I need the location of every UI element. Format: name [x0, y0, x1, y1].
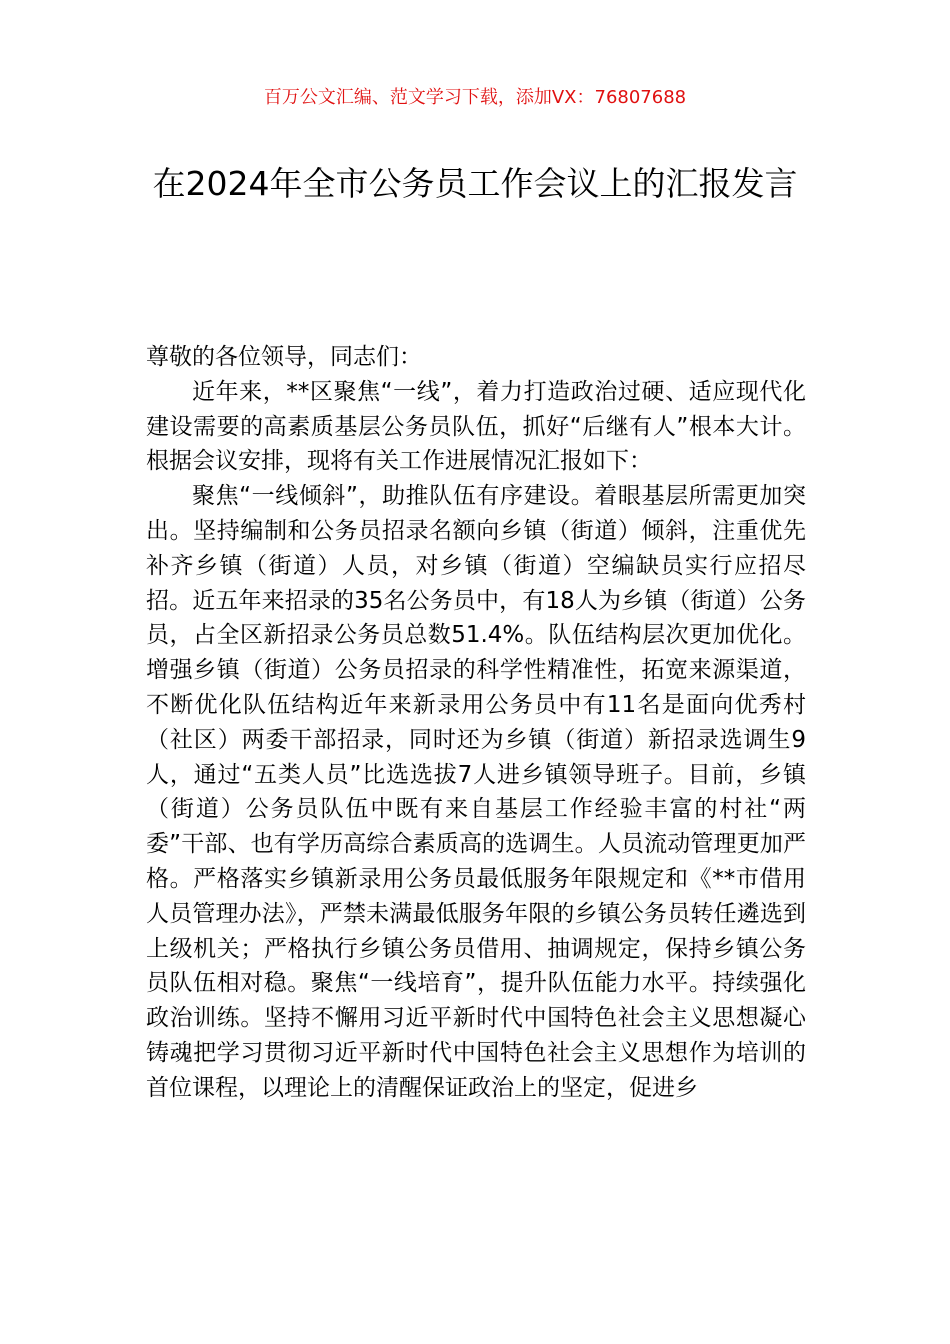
download-banner: 百万公文汇编、范文学习下载，添加VX：76807688 — [263, 87, 687, 108]
paragraph-intro: 近年来，**区聚焦“一线”，着力打造政治过硬、适应现代化建设需要的高素质基层公务员队伍，抓好“后继有人”根本大计。根据会议安排，现将有关工作进展情况汇报如下： — [146, 378, 806, 475]
document-title: 在2024年全市公务员工作会议上的汇报发言 — [152, 164, 798, 203]
salutation: 尊敬的各位领导，同志们： — [146, 344, 422, 370]
paragraph-main: 聚焦“一线倾斜”，助推队伍有序建设。着眼基层所需更加突出。坚持编制和公务员招录名额向乡镇（街道）倾斜，注重优先补齐乡镇（街道）人员，对乡镇（街道）空编缺员实行应招尽招。近五年来招录的35名公务员中，有18人为乡镇（街道）公务员，占全区新招录公务员总数51.4%。队伍结构层次更加优化。增强乡镇（街道）公务员招录的科学性精准性，拓宽来源渠道，不断优化队伍结构近年来新录用公务员中有11名是面向优秀村（社区）两委干部招录，同时还为乡镇（街道）新招录选调生9人，通过“五类人员”比选选拔7人进乡镇领导班子。目前，乡镇（街道）公务员队伍中既有来自基层工作经验丰富的村社“两委”干部、也有学历高综合素质高的选调生。人员流动管理更加严格。严格落实乡镇新录用公务员最低服务年限规定和《**市借用人员管理办法》，严禁未满最低服务年限的乡镇公务员转任遴选到上级机关；严格执行乡镇公务员借用、抽调规定，保持乡镇公务员队伍相对稳。聚焦“一线培育”，提升队伍能力水平。持续强化政治训练。坚持不懈用习近平新时代中国特色社会主义思想凝心铸魂把学习贯彻习近平新时代中国特色社会主义思想作为培训的首位课程，以理论上的清醒保证政治上的坚定，促进乡 — [146, 483, 806, 1101]
document-body — [146, 340, 806, 1106]
